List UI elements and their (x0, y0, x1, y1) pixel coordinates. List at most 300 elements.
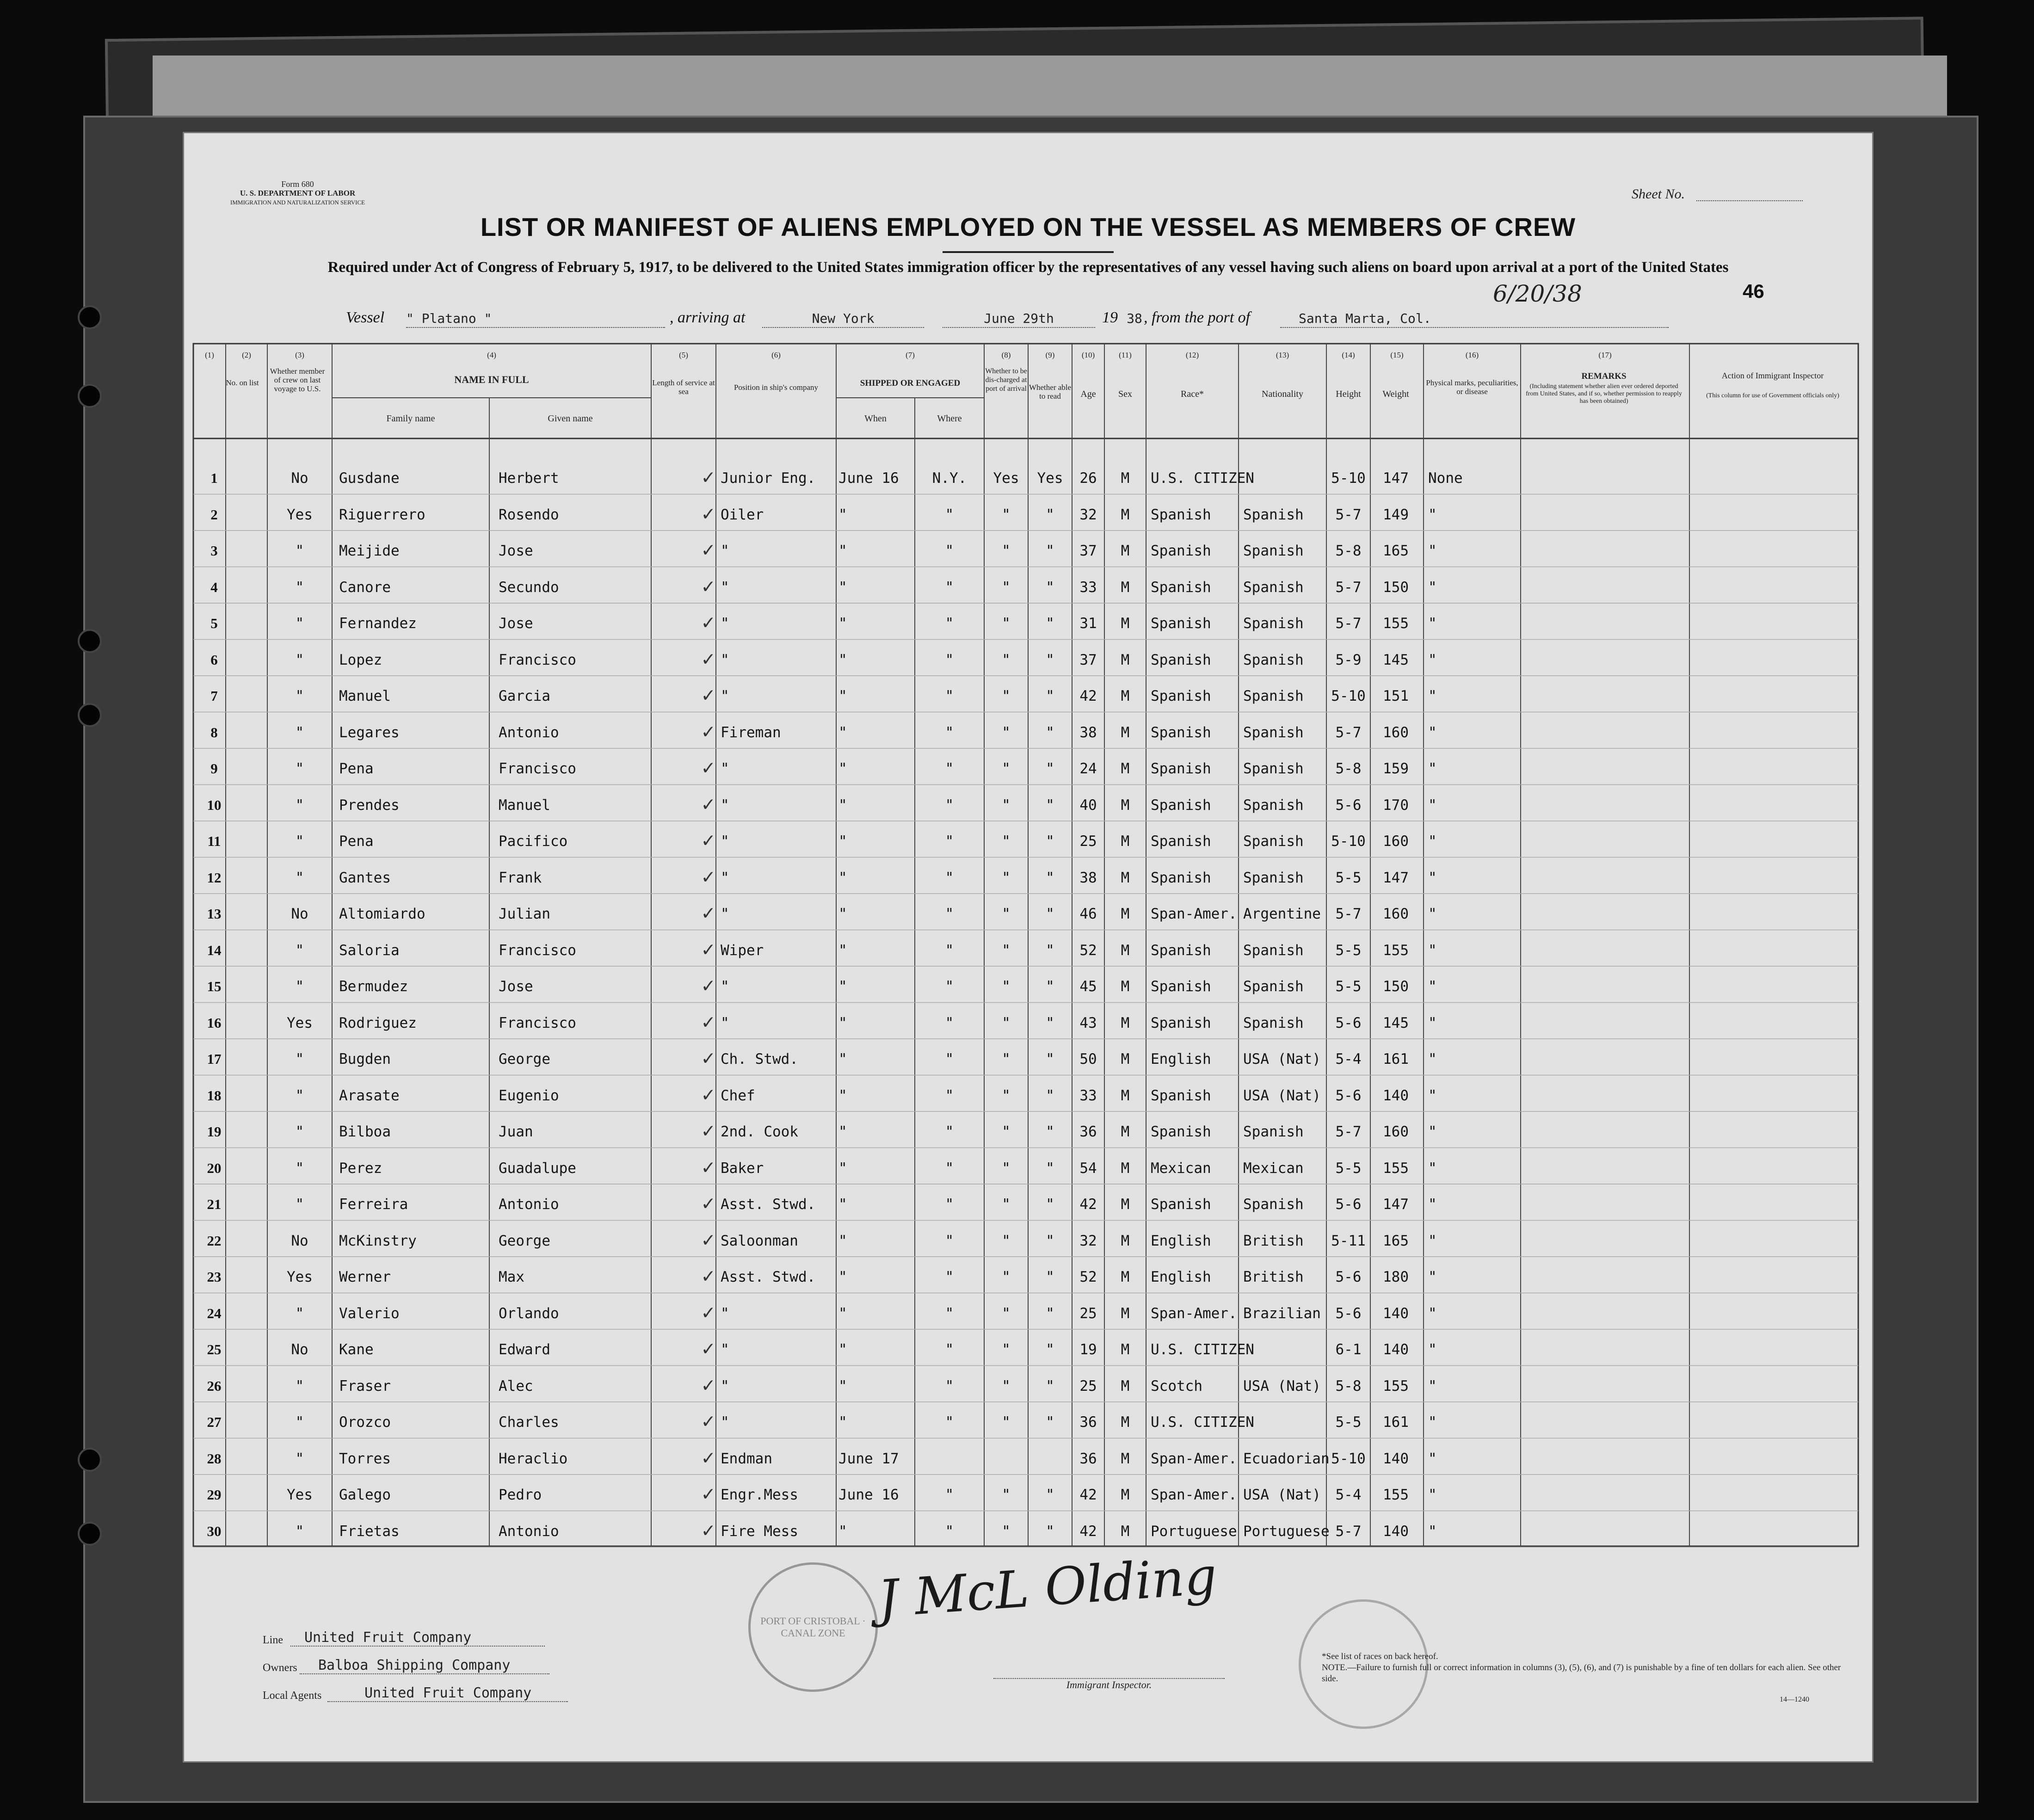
header-where: Where (937, 413, 962, 424)
cell-position: Fireman (721, 724, 781, 741)
cell-position: Engr.Mess (721, 1487, 798, 1503)
cell-discharged: " (1002, 1414, 1011, 1431)
cell-height: 5-5 (1335, 869, 1362, 886)
cell-family: Saloria (339, 942, 400, 959)
cell-sex: M (1121, 1377, 1130, 1394)
cell-last: " (295, 1160, 304, 1177)
cell-no: 8 (210, 724, 218, 740)
cell-nationality: Ecuadorian (1243, 1450, 1330, 1467)
cell-weight: 160 (1383, 906, 1409, 922)
column-number: (2) (242, 351, 251, 359)
cell-last: " (295, 1087, 304, 1104)
cell-sex: M (1121, 796, 1130, 814)
cell-last: " (295, 651, 304, 668)
column-number: (1) (205, 351, 214, 359)
cell-age: 24 (1079, 760, 1097, 777)
cell-read: " (1046, 1196, 1054, 1213)
cell-discharged: " (1002, 615, 1011, 632)
cell-given: Francisco (499, 1014, 576, 1031)
cell-read: " (1046, 1305, 1054, 1322)
cell-age: 54 (1079, 1160, 1097, 1177)
cell-nationality: Spanish (1243, 615, 1304, 632)
check-mark-icon: ✓ (702, 901, 715, 925)
cell-read: " (1046, 1123, 1054, 1140)
check-mark-icon: ✓ (702, 937, 715, 961)
column-number: (10) (1081, 351, 1095, 359)
cell-race: Spanish (1151, 688, 1211, 704)
cell-no: 6 (210, 651, 218, 668)
cell-read: " (1046, 1414, 1054, 1431)
cell-weight: 160 (1383, 724, 1409, 741)
cell-discharged: " (1002, 796, 1011, 814)
cell-given: Garcia (499, 688, 550, 704)
cell-sex: M (1121, 1450, 1130, 1467)
check-mark-icon: ✓ (702, 1445, 715, 1469)
cell-where: " (945, 1487, 954, 1503)
cell-given: Jose (499, 978, 533, 995)
cell-age: 40 (1079, 796, 1097, 814)
cell-when: " (838, 506, 847, 523)
cell-where: N.Y. (932, 470, 967, 487)
header-weight: Weight (1382, 389, 1409, 399)
cell-age: 36 (1079, 1450, 1097, 1467)
cell-read: Yes (1037, 470, 1063, 487)
cell-family: Fernandez (339, 615, 417, 632)
cell-nationality: Spanish (1243, 1196, 1304, 1213)
cell-physical: " (1428, 1450, 1437, 1467)
sheet-no-label: Sheet No. (1632, 186, 1685, 202)
cell-weight: 140 (1383, 1523, 1409, 1540)
cell-read: " (1046, 1160, 1054, 1177)
cell-no: 5 (210, 615, 218, 631)
cell-weight: 160 (1383, 833, 1409, 850)
cell-no: 21 (207, 1196, 222, 1212)
cell-no: 17 (207, 1051, 222, 1067)
cell-race: Span-Amer. (1151, 1450, 1237, 1467)
cell-discharged: " (1002, 1523, 1011, 1540)
cell-race: Span-Amer. (1151, 1305, 1237, 1322)
cell-sex: M (1121, 470, 1130, 487)
cell-no: 2 (210, 506, 218, 523)
cell-physical: " (1428, 688, 1437, 704)
cell-physical: " (1428, 906, 1437, 922)
cell-height: 5-8 (1335, 760, 1362, 777)
cell-physical: " (1428, 543, 1437, 559)
cell-family: Torres (339, 1450, 391, 1467)
cell-age: 38 (1079, 724, 1097, 741)
cell-discharged: " (1002, 833, 1011, 850)
cell-height: 5-6 (1335, 1087, 1362, 1104)
cell-when: " (838, 1051, 847, 1067)
cell-where: " (945, 1160, 954, 1177)
cell-discharged: " (1002, 906, 1011, 922)
cell-weight: 151 (1383, 688, 1409, 704)
cell-age: 31 (1079, 615, 1097, 632)
cell-family: Canore (339, 579, 391, 596)
cell-race: Spanish (1151, 978, 1211, 995)
column-number: (16) (1465, 351, 1479, 359)
cell-read: " (1046, 579, 1054, 596)
cell-when: " (838, 579, 847, 596)
cell-age: 42 (1079, 1523, 1097, 1540)
cell-given: Pedro (499, 1487, 542, 1503)
cell-when: " (838, 1232, 847, 1249)
cell-height: 5-6 (1335, 1196, 1362, 1213)
cell-given: Juan (499, 1123, 533, 1140)
cell-weight: 155 (1383, 1377, 1409, 1394)
cell-race: English (1151, 1051, 1211, 1067)
binder-hole (78, 629, 102, 653)
cell-read: " (1046, 688, 1054, 704)
cell-when: " (838, 942, 847, 959)
cell-when: " (838, 760, 847, 777)
cell-age: 32 (1079, 506, 1097, 523)
cell-race: English (1151, 1232, 1211, 1249)
header-action: Action of Immigrant Inspector (1721, 371, 1824, 380)
cell-physical: " (1428, 978, 1437, 995)
cell-no: 29 (207, 1487, 222, 1503)
cell-family: Perez (339, 1160, 382, 1177)
check-mark-icon: ✓ (702, 647, 715, 671)
cell-family: McKinstry (339, 1232, 417, 1249)
column-number: (3) (295, 351, 304, 359)
check-mark-icon: ✓ (702, 465, 715, 489)
cell-height: 5-7 (1335, 1123, 1362, 1140)
cell-discharged: " (1002, 1123, 1011, 1140)
penalty-note: NOTE.—Failure to furnish full or correct information in columns (3), (5), (6), and (7) is punishable by a fine of ten dollars for each alien. See other side. (1322, 1663, 1841, 1684)
cell-height: 5-10 (1331, 833, 1366, 850)
cell-no: 13 (207, 906, 222, 922)
cell-no: 7 (210, 688, 218, 704)
header-race: Race* (1181, 389, 1204, 399)
cell-age: 25 (1079, 833, 1097, 850)
cell-read: " (1046, 651, 1054, 668)
handwritten-date: 6/20/38 (1493, 280, 1582, 307)
cell-nationality: USA (Nat) (1243, 1487, 1321, 1503)
cell-given: Secundo (499, 579, 559, 596)
header-physical-marks: Physical marks, peculiarities, or disease (1426, 378, 1518, 396)
cell-given: Max (499, 1269, 524, 1285)
cell-weight: 155 (1383, 1487, 1409, 1503)
column-number: (17) (1598, 351, 1612, 359)
cell-age: 50 (1079, 1051, 1097, 1067)
cell-age: 33 (1079, 579, 1097, 596)
cell-read: " (1046, 1269, 1054, 1285)
cell-weight: 180 (1383, 1269, 1409, 1285)
cell-height: 5-5 (1335, 1160, 1362, 1177)
cell-height: 5-4 (1335, 1487, 1362, 1503)
check-mark-icon: ✓ (702, 1337, 715, 1360)
binder-hole (78, 384, 102, 408)
cell-last: " (295, 796, 304, 814)
cell-age: 32 (1079, 1232, 1097, 1249)
cell-last: " (295, 1377, 304, 1394)
cell-where: " (945, 833, 954, 850)
cell-no: 1 (210, 470, 218, 486)
cell-family: Lopez (339, 651, 382, 668)
cell-height: 5-7 (1335, 579, 1362, 596)
arrival-port: New York (762, 311, 924, 328)
cell-family: Werner (339, 1269, 391, 1285)
cell-discharged: " (1002, 1487, 1011, 1503)
cell-age: 42 (1079, 688, 1097, 704)
cell-height: 5-5 (1335, 1414, 1362, 1431)
cell-when: June 16 (838, 470, 899, 487)
cell-position: " (721, 615, 729, 632)
cell-given: Eugenio (499, 1087, 559, 1104)
cell-race: Spanish (1151, 1123, 1211, 1140)
cell-given: George (499, 1051, 550, 1067)
cell-where: " (945, 1123, 954, 1140)
cell-height: 5-4 (1335, 1051, 1362, 1067)
cell-last: " (295, 1051, 304, 1067)
header-when: When (864, 413, 887, 424)
cell-sex: M (1121, 1160, 1130, 1177)
binder-hole (78, 1448, 102, 1472)
column-number: (14) (1342, 351, 1355, 359)
cell-discharged: " (1002, 869, 1011, 886)
arriving-label: , arriving at (670, 309, 746, 326)
cell-position: " (721, 1305, 729, 1322)
cell-age: 43 (1079, 1014, 1097, 1031)
cell-nationality: Spanish (1243, 760, 1304, 777)
cell-where: " (945, 760, 954, 777)
cell-race: Spanish (1151, 833, 1211, 850)
cell-where: " (945, 796, 954, 814)
header-remarks-note: (Including statement whether alien ever ordered deported from United States, and if so, whether permission to reapply has been obtained) (1526, 383, 1682, 405)
cell-discharged: " (1002, 1051, 1011, 1067)
cell-discharged: " (1002, 942, 1011, 959)
cell-position: " (721, 760, 729, 777)
cell-when: " (838, 1123, 847, 1140)
cell-discharged: " (1002, 1269, 1011, 1285)
cell-sex: M (1121, 1014, 1130, 1031)
column-number: (4) (487, 351, 496, 359)
cell-nationality: British (1243, 1232, 1304, 1249)
cell-position: " (721, 1414, 729, 1431)
cell-position: Chef (721, 1087, 755, 1104)
cell-physical: " (1428, 1341, 1437, 1358)
header-no-on-list: No. on list (226, 378, 259, 387)
cell-when: " (838, 1523, 847, 1540)
column-number: (15) (1390, 351, 1404, 359)
cell-physical: " (1428, 651, 1437, 668)
cell-sex: M (1121, 906, 1130, 922)
cell-weight: 160 (1383, 1123, 1409, 1140)
cell-where: " (945, 906, 954, 922)
column-number: (9) (1045, 351, 1055, 359)
cell-height: 5-7 (1335, 1523, 1362, 1540)
cell-when: " (838, 1341, 847, 1358)
header-action-note: (This column for use of Government officials only) (1706, 392, 1839, 399)
cell-no: 25 (207, 1341, 222, 1357)
cell-sex: M (1121, 506, 1130, 523)
cell-race: U.S. CITIZEN (1151, 1341, 1254, 1358)
cell-age: 36 (1079, 1414, 1097, 1431)
cell-family: Valerio (339, 1305, 400, 1322)
cell-race: U.S. CITIZEN (1151, 470, 1254, 487)
cell-where: " (945, 1014, 954, 1031)
cell-read: " (1046, 906, 1054, 922)
cell-nationality: Spanish (1243, 724, 1304, 741)
cell-discharged: Yes (993, 470, 1019, 487)
cell-age: 19 (1079, 1341, 1097, 1358)
cell-discharged: " (1002, 1196, 1011, 1213)
cell-physical: " (1428, 1269, 1437, 1285)
cell-discharged: " (1002, 651, 1011, 668)
cell-when: " (838, 869, 847, 886)
cell-physical: " (1428, 833, 1437, 850)
cell-last: " (295, 978, 304, 995)
service-name: IMMIGRATION AND NATURALIZATION SERVICE (230, 199, 365, 206)
cell-weight: 140 (1383, 1341, 1409, 1358)
port-stamp-left (748, 1562, 878, 1692)
cell-nationality: Spanish (1243, 942, 1304, 959)
cell-position: " (721, 543, 729, 559)
cell-age: 42 (1079, 1487, 1097, 1503)
check-mark-icon: ✓ (702, 1046, 715, 1070)
cell-given: Manuel (499, 796, 550, 814)
cell-height: 5-6 (1335, 1014, 1362, 1031)
cell-family: Frietas (339, 1523, 400, 1540)
cell-where: " (945, 1341, 954, 1358)
check-mark-icon: ✓ (702, 611, 715, 634)
cell-given: Antonio (499, 1523, 559, 1540)
cell-physical: " (1428, 796, 1437, 814)
cell-family: Rodriguez (339, 1014, 417, 1031)
cell-given: Francisco (499, 651, 576, 668)
cell-race: Scotch (1151, 1377, 1202, 1394)
header-height: Height (1336, 389, 1361, 399)
owners-label: Owners (263, 1662, 297, 1674)
cell-last: " (295, 688, 304, 704)
cell-no: 26 (207, 1377, 222, 1394)
departure-port: Santa Marta, Col. (1280, 311, 1669, 328)
check-mark-icon: ✓ (702, 756, 715, 779)
cell-sex: M (1121, 760, 1130, 777)
column-number: (7) (906, 351, 915, 359)
cell-last: Yes (287, 1487, 313, 1503)
check-mark-icon: ✓ (702, 864, 715, 888)
cell-discharged: " (1002, 978, 1011, 995)
cell-height: 5-6 (1335, 796, 1362, 814)
cell-last: Yes (287, 1269, 313, 1285)
check-mark-icon: ✓ (702, 501, 715, 525)
cell-no: 11 (207, 833, 221, 849)
cell-nationality: Spanish (1243, 579, 1304, 596)
arrival-date: June 29th (943, 311, 1095, 328)
cell-discharged: " (1002, 543, 1011, 559)
cell-last: No (291, 470, 308, 487)
manifest-subtitle: Required under Act of Congress of February 5, 1917, to be delivered to the United States immigration officer by the representatives of any vessel having such aliens on board upon arrival at a port of the United States (327, 259, 1729, 276)
cell-where: " (945, 688, 954, 704)
cell-position: Fire Mess (721, 1523, 798, 1540)
vessel-name: " Platano " (406, 311, 665, 328)
cell-read: " (1046, 543, 1054, 559)
cell-where: " (945, 1305, 954, 1322)
cell-physical: " (1428, 1414, 1437, 1431)
cell-nationality: Spanish (1243, 506, 1304, 523)
cell-read: " (1046, 1377, 1054, 1394)
cell-last: " (295, 942, 304, 959)
line-value: United Fruit Company (290, 1629, 545, 1647)
manifest-page (183, 132, 1874, 1763)
cell-position: Endman (721, 1450, 772, 1467)
cell-last: No (291, 906, 308, 922)
cell-discharged: " (1002, 506, 1011, 523)
cell-race: Spanish (1151, 506, 1211, 523)
cell-age: 37 (1079, 651, 1097, 668)
cell-height: 5-7 (1335, 615, 1362, 632)
check-mark-icon: ✓ (702, 1155, 715, 1179)
cell-age: 42 (1079, 1196, 1097, 1213)
cell-read: " (1046, 833, 1054, 850)
cell-race: Spanish (1151, 869, 1211, 886)
cell-weight: 161 (1383, 1051, 1409, 1067)
cell-race: Portuguese (1151, 1523, 1237, 1540)
agents-value: United Fruit Company (327, 1685, 568, 1702)
cell-position: " (721, 906, 729, 922)
cell-physical: " (1428, 1196, 1437, 1213)
cell-height: 5-5 (1335, 942, 1362, 959)
cell-given: Jose (499, 615, 533, 632)
cell-weight: 165 (1383, 543, 1409, 559)
cell-race: Spanish (1151, 942, 1211, 959)
binder-hole (78, 305, 102, 329)
cell-read: " (1046, 760, 1054, 777)
cell-read: " (1046, 1487, 1054, 1503)
inspector-signature: J McL Olding (876, 1546, 1219, 1629)
cell-read: " (1046, 1523, 1054, 1540)
cell-read: " (1046, 724, 1054, 741)
cell-height: 5-10 (1331, 470, 1366, 487)
cell-given: Orlando (499, 1305, 559, 1322)
cell-last: " (295, 579, 304, 596)
check-mark-icon: ✓ (702, 1373, 715, 1397)
form-code: 14—1240 (1780, 1696, 1809, 1703)
cell-discharged: " (1002, 1232, 1011, 1249)
cell-sex: M (1121, 978, 1130, 995)
cell-last: " (295, 833, 304, 850)
cell-where: " (945, 1196, 954, 1213)
cell-given: Francisco (499, 760, 576, 777)
cell-given: Edward (499, 1341, 550, 1358)
cell-where: " (945, 1232, 954, 1249)
cell-race: Spanish (1151, 543, 1211, 559)
cell-discharged: " (1002, 760, 1011, 777)
check-mark-icon: ✓ (702, 1518, 715, 1542)
check-mark-icon: ✓ (702, 1119, 715, 1142)
header-name-in-full: NAME IN FULL (454, 374, 529, 385)
cell-where: " (945, 724, 954, 741)
binder-hole (78, 703, 102, 727)
cell-sex: M (1121, 543, 1130, 559)
from-port-label: , from the port of (1144, 309, 1251, 326)
cell-weight: 149 (1383, 506, 1409, 523)
cell-when: " (838, 906, 847, 922)
cell-read: " (1046, 942, 1054, 959)
cell-no: 27 (207, 1414, 222, 1430)
cell-position: " (721, 833, 729, 850)
cell-given: Guadalupe (499, 1160, 576, 1177)
cell-position: " (721, 869, 729, 886)
cell-race: Spanish (1151, 796, 1211, 814)
header-age: Age (1080, 389, 1096, 399)
cell-discharged: " (1002, 724, 1011, 741)
cell-nationality: Spanish (1243, 978, 1304, 995)
cell-where: " (945, 1051, 954, 1067)
cell-family: Manuel (339, 688, 391, 704)
